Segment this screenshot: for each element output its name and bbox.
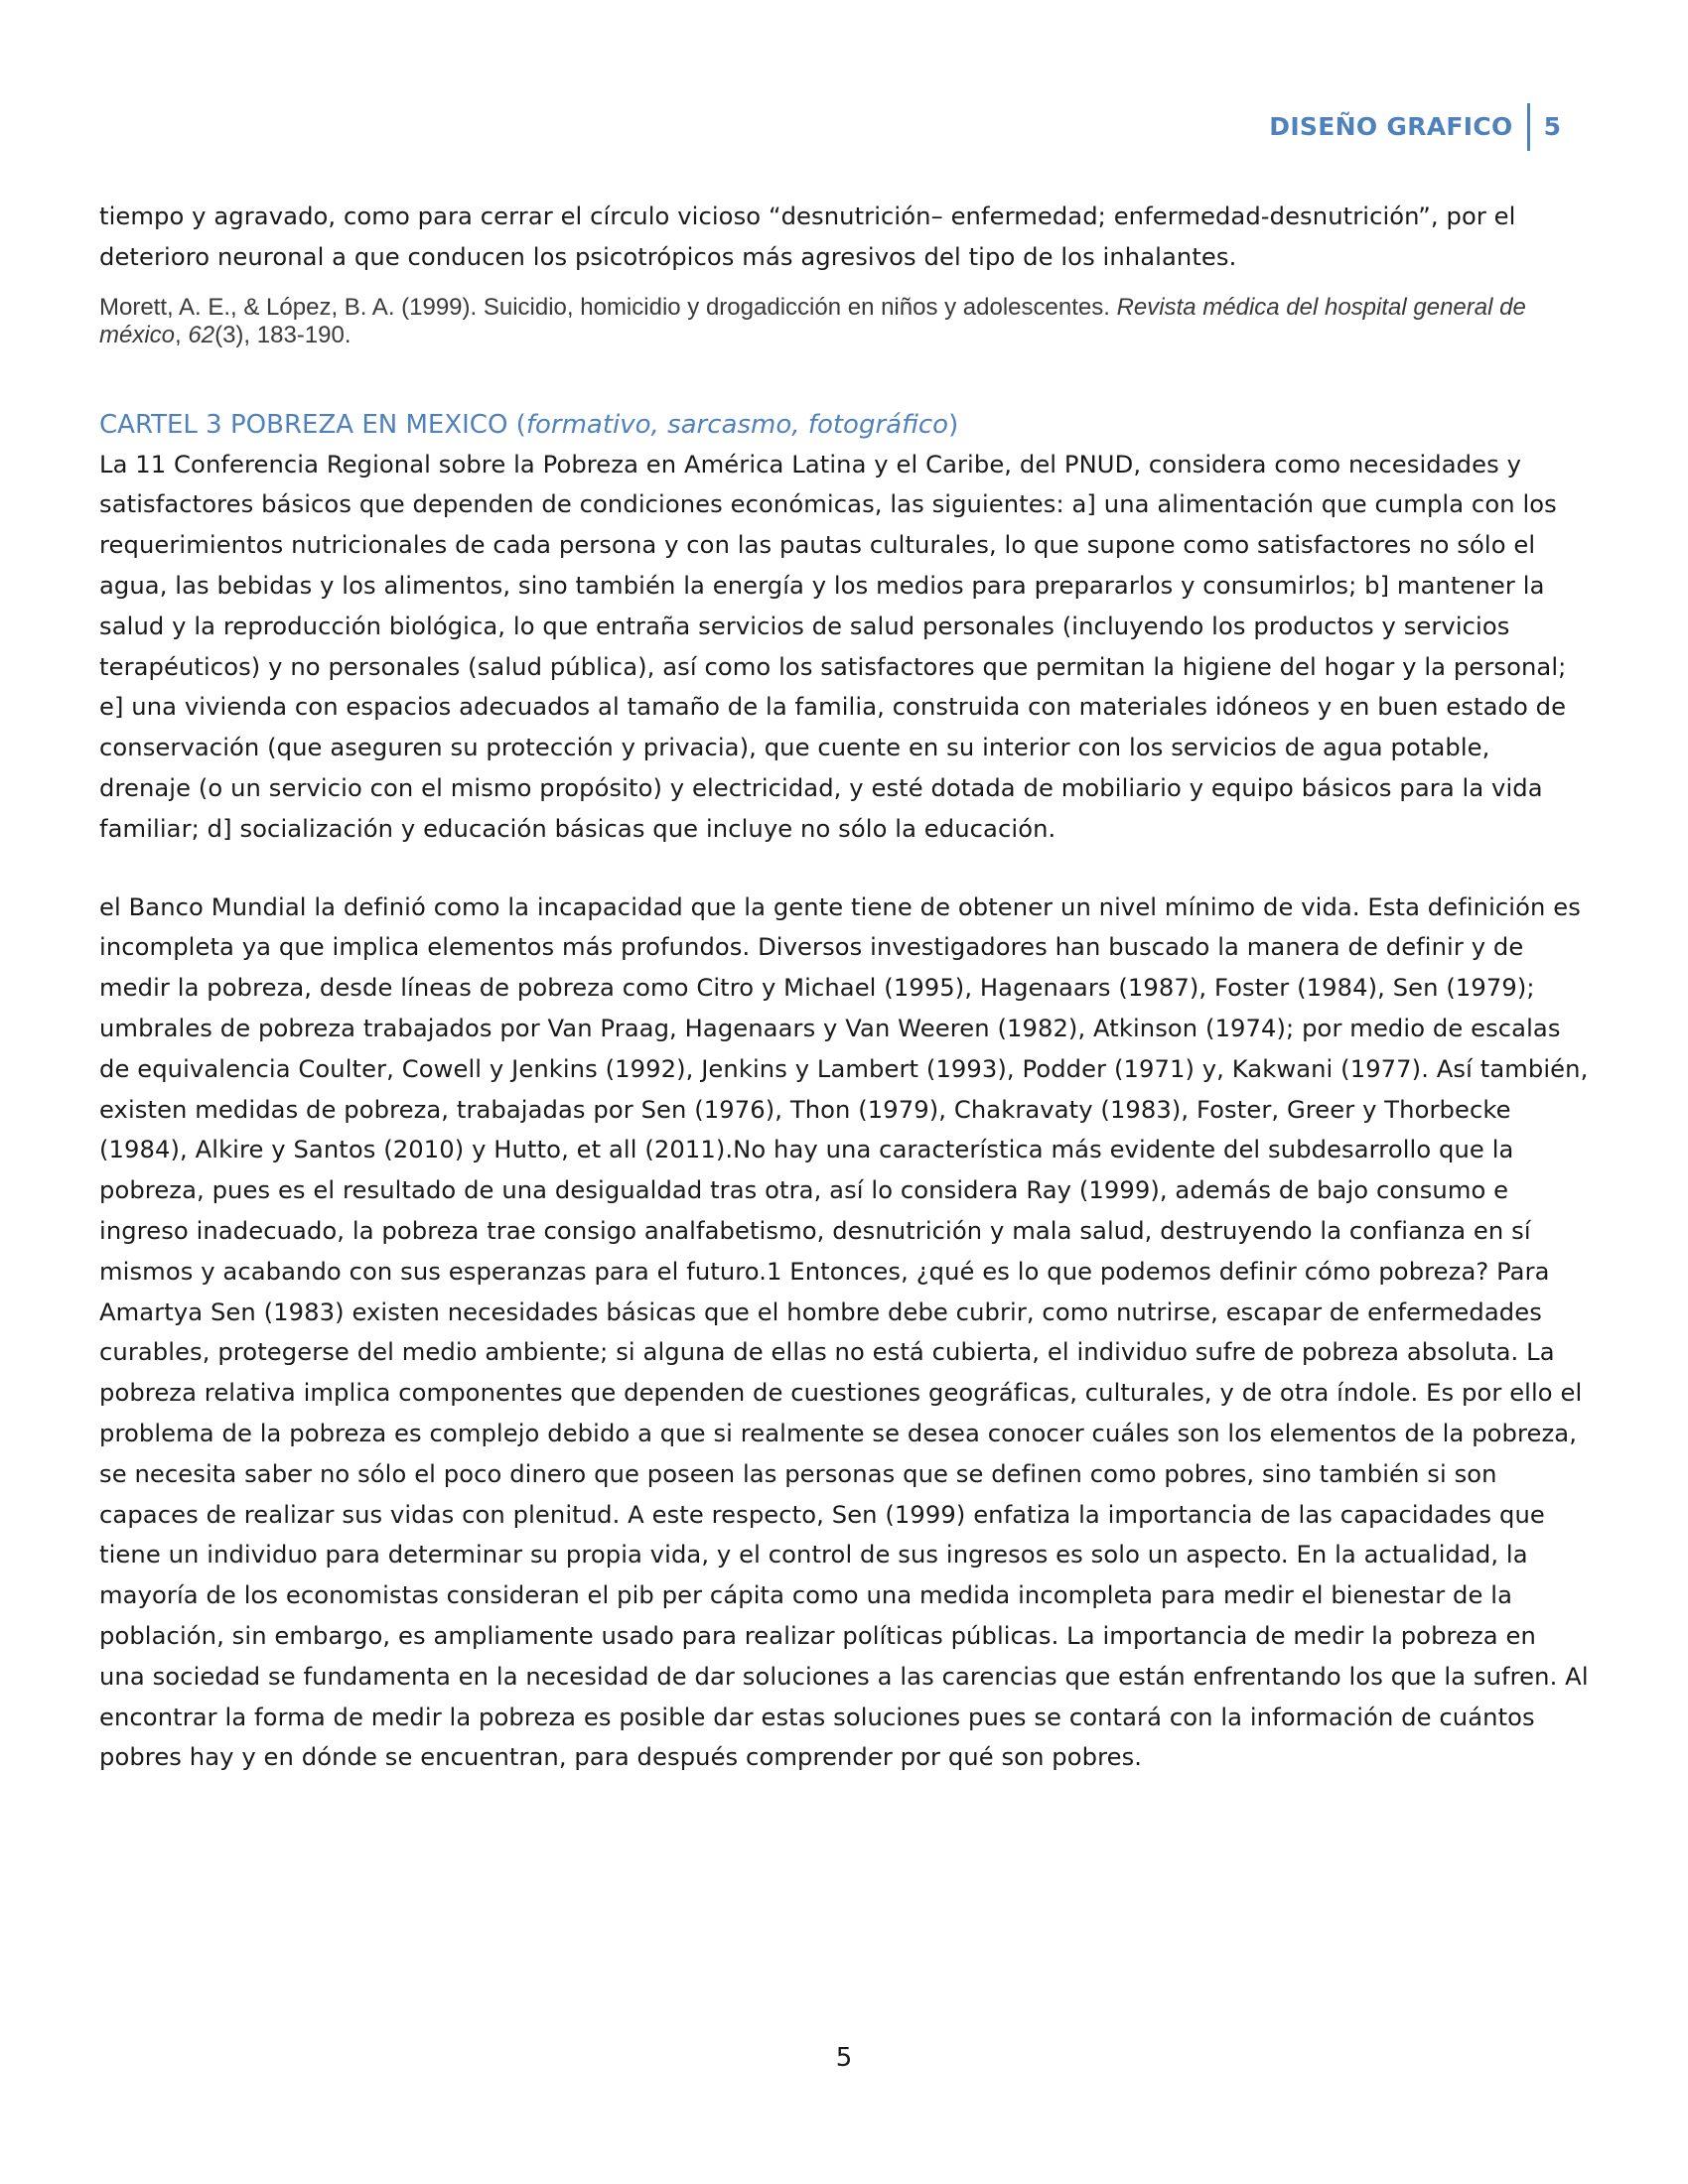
page-content [99,197,1589,1778]
citation-authors-title: Morett, A. E., & López, B. A. (1999). Suicidio, homicidio y drogadicción en niños y adolescentes. [99,293,1117,321]
citation-volume: 62 [188,321,215,348]
section-heading [99,405,1589,445]
footer-page-number: 5 [835,2043,853,2073]
paragraph-pnud: La 11 Conferencia Regional sobre la Pobreza en América Latina y el Caribe, del PNUD, considera como necesidades y satisfactores básicos que dependen de condiciones económicas, las siguientes: a] una alimentación que cumpla con los requerimientos nutricionales de cada persona y con las pautas culturales, lo que supone como satisfactores no sólo el agua, las bebidas y los alimentos, sino también la energía y los medios para prepararlos y consumirlos; b] mantener la salud y la reproducción biológica, lo que entraña servicios de salud personales (incluyendo los productos y servicios terapéuticos) y no personales (salud pública), así como los satisfactores que permitan la higiene del hogar y la personal; e] una vivienda con espacios adecuados al tamaño de la familia, construida con materiales idóneos y en buen estado de conservación (que aseguren su protección y privacia), que cuente en su interior con los servicios de agua potable, drenaje (o un servicio con el mismo propósito) y electricidad, y esté dotada de mobiliario y equipo básicos para la vida familiar; d] socialización y educación básicas que incluye no sólo la educación. [99,450,1567,843]
citation-sep: , [175,321,189,348]
citation-pages: (3), 183-190. [214,321,352,348]
header-page-number: 5 [1543,112,1561,141]
citation-journal: Revista médica del hospital general de méxico [99,293,1526,348]
header-title: DISEÑO GRAFICO [1269,112,1513,141]
citation [99,294,1589,349]
page-header [1269,107,1561,147]
intro-paragraph: tiempo y agravado, como para cerrar el círculo vicioso “desnutrición– enfermedad; enfermedad-desnutrición”, por el deterioro neuronal a que conducen los psicotrópicos más agresivos del tipo de los inhalantes. [99,203,1516,271]
section-title: CARTEL 3 POBREZA EN MEXICO ( [99,409,526,440]
section-qualifiers: formativo, sarcasmo, fotográfico [525,409,949,440]
section-close: ) [948,409,959,440]
paragraph-banco-mundial: el Banco Mundial la definió como la incapacidad que la gente tiene de obtener un nivel mínimo de vida. Esta definición es incompleta ya que implica elementos más profundos. Diversos investigadores han buscado la manera de definir y de medir la pobreza, desde líneas de pobreza como Citro y Michael (1995), Hagenaars (1987), Foster (1984), Sen (1979); umbrales de pobreza trabajados por Van Praag, Hagenaars y Van Weeren (1982), Atkinson (1974); por medio de escalas de equivalencia Coulter, Cowell y Jenkins (1992), Jenkins y Lambert (1993), Podder (1971) y, Kakwani (1977). Así también, existen medidas de pobreza, trabajadas por Sen (1976), Thon (1979), Chakravaty (1983), Foster, Greer y Thorbecke (1984), Alkire y Santos (2010) y Hutto, et all (2011).No hay una característica más evidente del subdesarrollo que la pobreza, pues es el resultado de una desigualdad tras otra, así lo considera Ray (1999), además de bajo consumo e ingreso inadecuado, la pobreza trae consigo analfabetismo, desnutrición y mala salud, destruyendo la confianza en sí mismos y acabando con sus esperanzas para el futuro.1 Entonces, ¿qué es lo que podemos definir cómo pobreza? Para Amartya Sen (1983) existen necesidades básicas que el hombre debe cubrir, como nutrirse, escapar de enfermedades curables, protegerse del medio ambiente; si alguna de ellas no está cubierta, el individuo sufre de pobreza absoluta. La pobreza relativa implica componentes que dependen de cuestiones geográficas, culturales, y de otra índole. Es por ello el problema de la pobreza es complejo debido a que si realmente se desea conocer cuáles son los elementos de la pobreza, se necesita saber no sólo el poco dinero que poseen las personas que se definen como pobres, sino también si son capaces de realizar sus vidas con plenitud. A este respecto, Sen (1999) enfatiza la importancia de las capacidades que tiene un individuo para determinar su propia vida, y el control de sus ingresos es solo un aspecto. En la actualidad, la mayoría de los economistas consideran el pib per cápita como una medida incompleta para medir el bienestar de la población, sin embargo, es ampliamente usado para realizar políticas públicas. La importancia de medir la pobreza en una sociedad se fundamenta en la necesidad de dar soluciones a las carencias que están enfrentando los que la sufren. Al encontrar la forma de medir la pobreza es posible dar estas soluciones pues se contará con la información de cuántos pobres hay y en dónde se encuentran, para después comprender por qué son pobres. [99,892,1589,1772]
